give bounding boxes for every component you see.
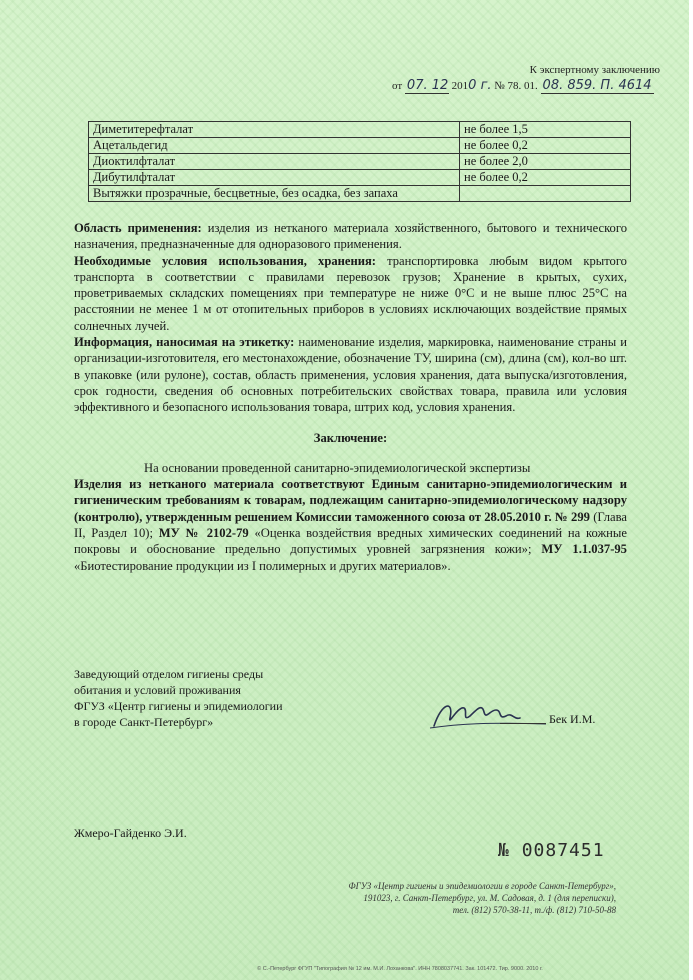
storage-label: Необходимые условия использования, хранения:	[74, 253, 376, 268]
executor-name: Жмеро-Гайденко Э.И.	[74, 826, 187, 840]
scope-paragraph	[74, 220, 627, 253]
serial-symbol: №	[498, 840, 510, 861]
mu2-text: «Биотестирование продукции из I полимерных и других материалов».	[74, 558, 451, 573]
footer-line: 191023, г. Санкт-Петербург, ул. М. Садовая, д. 1 (для переписки),	[363, 893, 616, 903]
table-row	[89, 122, 631, 138]
storage-text: транспортировка любым видом крытого транспорта в соответствии с правилами перевозок грузов; Хранение в крытых, сухих, проветриваемых складских помещениях при температуре не ниже 0°С и не выше плюс 25°С на расстоянии не менее 1 м от отопительных приборов в условиях исключающих воздействие прямых солнечных лучей.	[74, 253, 627, 333]
table-cell-value: не более 1,5	[460, 122, 631, 138]
serial-number	[498, 840, 605, 861]
reference-line	[392, 78, 682, 94]
signatory-position	[74, 666, 334, 730]
printer-imprint: © С.-Петербург ФГУП "Типография № 12 им. М.И. Лоханкова". ИНН 7808037741. Зак. 101472. Тир. 9000. 2010 г.	[257, 966, 543, 972]
table-cell-value: не более 0,2	[460, 138, 631, 154]
table-cell-value: не более 0,2	[460, 170, 631, 186]
mu1-text: «Оценка воздействия вредных химических соединений на кожные покровы и обоснование предельно допустимых уровней загрязнения кожи»;	[74, 526, 627, 557]
conclusion-intro: На основании проведенной санитарно-эпидемиологической экспертизы	[144, 460, 531, 475]
table-cell-value: не более 2,0	[460, 154, 631, 170]
handwritten-signature	[428, 696, 548, 732]
table-cell-name: Вытяжки прозрачные, бесцветные, без осадка, без запаха	[89, 186, 460, 202]
table-cell-name: Диметитерефталат	[89, 122, 460, 138]
scope-text: изделия из нетканого материала хозяйственного, бытового и технического назначения, предназначенные для одноразового применения.	[74, 221, 627, 252]
scope-label: Область применения:	[74, 221, 202, 235]
label-info-text: наименование изделия, маркировка, наименование страны и организации-изготовителя, его местонахождение, обозначение ТУ, ширина (см), длина (см), кол-во шт. в упаковке (или рулоне), состав, область применения, условия хранения, дата выпуска/изготовления, срок годности, сведения об основных потребительских свойствах товара, правила или условия эффективного и безопасного использования товара, штрих код, условия хранения.	[74, 335, 627, 415]
table-row	[89, 186, 631, 202]
table-cell-name: Диоктилфталат	[89, 154, 460, 170]
table-cell-value	[460, 186, 631, 202]
table-row	[89, 170, 631, 186]
footer-line: ФГУЗ «Центр гигиены и эпидемиологии в городе Санкт-Петербург»,	[348, 881, 616, 891]
position-line: Заведующий отделом гигиены среды	[74, 667, 264, 681]
ref-year: 201	[451, 80, 469, 92]
conclusion-paragraph	[74, 476, 627, 574]
label-info-label: Информация, наносимая на этикетку:	[74, 335, 295, 350]
footer-line: тел. (812) 570-38-11, т./ф. (812) 710-50-88	[452, 905, 616, 915]
mu2-code: МУ 1.1.037-95	[541, 542, 627, 557]
position-line: в городе Санкт-Петербург»	[74, 715, 214, 729]
table-cell-name: Дибутилфталат	[89, 170, 460, 186]
body-text	[74, 220, 627, 574]
table-row	[89, 154, 631, 170]
serial-value: 0087451	[521, 840, 605, 861]
conclusion-main: Изделия из нетканого материала соответствуют Единым санитарно-эпидемиологическим и гигиеническим требованиям к товарам, подлежащим санитарно-эпидемиологическому надзору (контролю), утвержденным решением Комиссии таможенного союза от 28.05.2010 г. № 299	[74, 477, 627, 524]
signature-line	[500, 723, 546, 724]
ref-date-handwritten: 07. 12	[406, 78, 449, 93]
ref-year-handwritten: 0 г.	[468, 78, 492, 93]
storage-paragraph	[74, 253, 627, 334]
ref-prefix: от	[392, 80, 403, 92]
ref-number-label: № 78. 01.	[494, 80, 538, 92]
position-line: обитания и условий проживания	[74, 683, 241, 697]
reference-caption: К экспертному заключению	[529, 64, 660, 76]
conclusion-title: Заключение:	[313, 430, 388, 445]
conclusion-chapter: (Глава II, Раздел 10);	[74, 509, 627, 541]
organization-footer	[300, 880, 616, 916]
spec-table	[88, 121, 631, 202]
signer-name: Бек И.М.	[549, 712, 596, 726]
ref-number-handwritten: 08. 859. П. 4614	[542, 78, 652, 93]
table-cell-name: Ацетальдегид	[89, 138, 460, 154]
position-line: ФГУЗ «Центр гигиены и эпидемиологии	[74, 699, 283, 713]
table-row	[89, 138, 631, 154]
label-info-paragraph	[74, 334, 627, 415]
mu1-code: МУ № 2102-79	[158, 526, 249, 541]
